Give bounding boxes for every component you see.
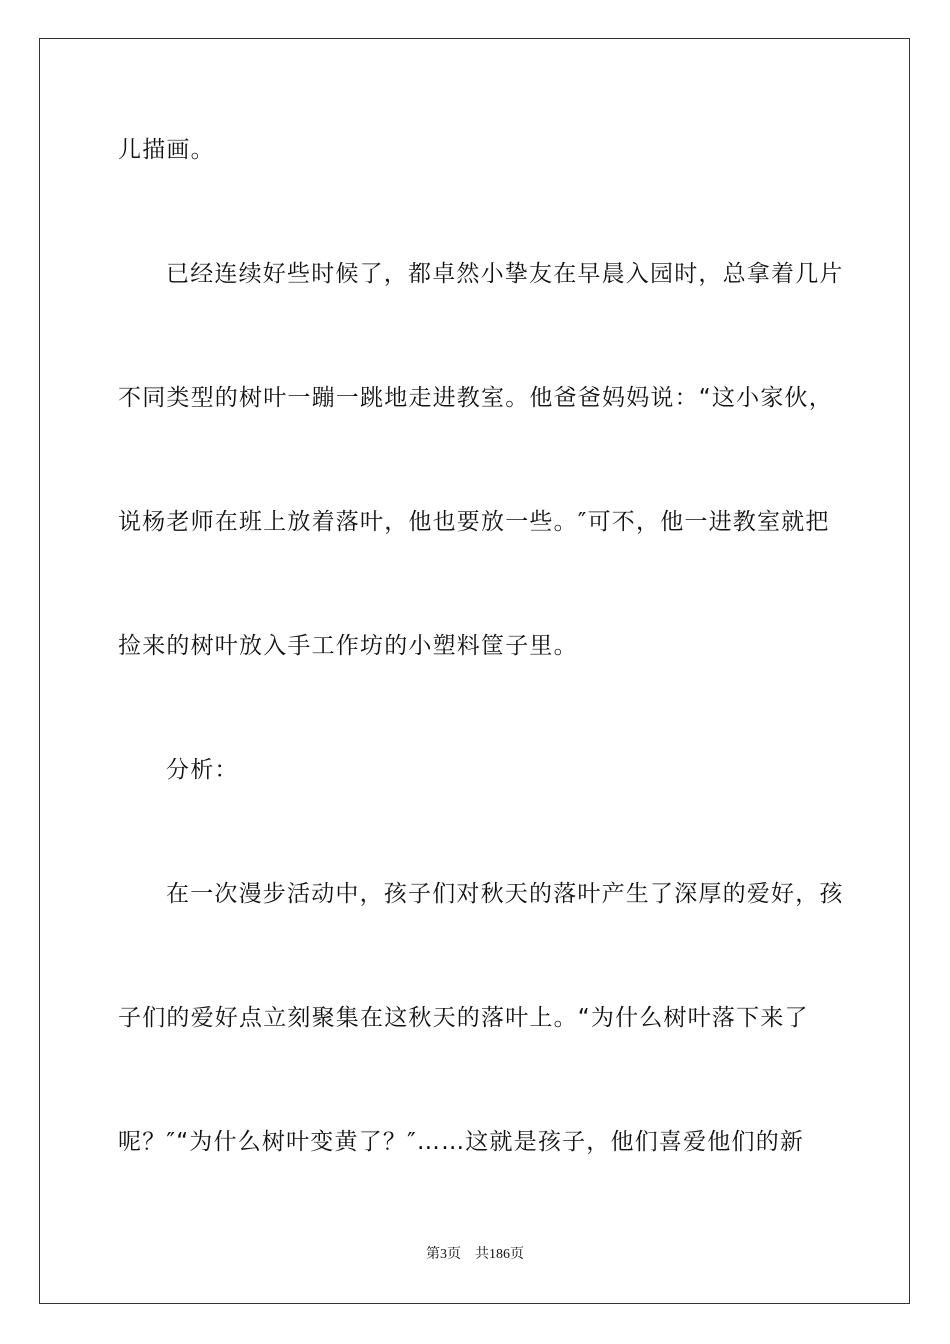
- total-pages: 共186页: [475, 1247, 524, 1262]
- paragraph-line-1: 儿描画。: [118, 137, 215, 163]
- paragraph-line-4: 说杨老师在班上放着落叶，他也要放一些。″可不，他一进教室就把: [118, 509, 830, 535]
- paragraph-line-7: 在一次漫步活动中，孩子们对秋天的落叶产生了深厚的爱好，孩: [166, 881, 844, 907]
- section-heading: 分析：: [166, 757, 239, 783]
- paragraph-line-9: 呢？″“为什么树叶变黄了？″……这就是孩子，他们喜爱他们的新: [118, 1129, 805, 1155]
- paragraph-line-8: 子们的爱好点立刻聚集在这秋天的落叶上。“为什么树叶落下来了: [118, 1005, 809, 1031]
- page-number: 第3页: [426, 1247, 461, 1262]
- paragraph-line-2: 已经连续好些时候了，都卓然小挚友在早晨入园时，总拿着几片: [166, 261, 844, 287]
- page-footer: [0, 1246, 950, 1264]
- paragraph-line-5: 捡来的树叶放入手工作坊的小塑料筐子里。: [118, 633, 578, 659]
- paragraph-line-3: 不同类型的树叶一蹦一跳地走进教室。他爸爸妈妈说：“这小家伙，: [118, 385, 833, 411]
- page-border: [39, 38, 910, 1304]
